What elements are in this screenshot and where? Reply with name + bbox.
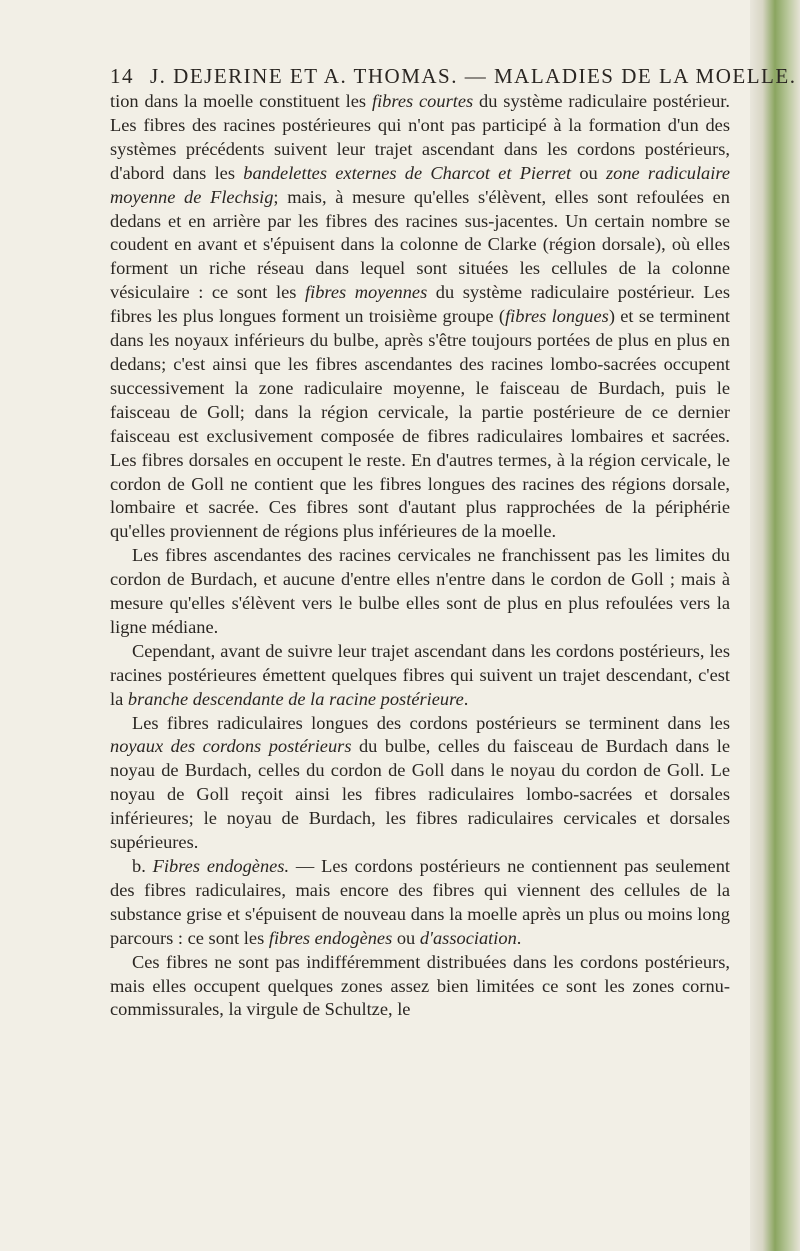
italic-term: Fibres endogènes. [152, 856, 290, 876]
paragraph [110, 855, 730, 951]
running-header [110, 64, 797, 89]
text-run: du système radiculaire postérieur. Les fibres les plus longues forment un troisième groupe ( [110, 282, 730, 327]
text-run: ou [571, 162, 606, 183]
italic-term: fibres endogènes [268, 927, 393, 948]
text-run: . [463, 688, 469, 709]
page-number: 14 [110, 64, 134, 88]
page-edge-shadow [750, 0, 800, 1251]
italic-term: fibres courtes [371, 91, 474, 111]
paragraph [110, 712, 730, 855]
paragraph [110, 951, 730, 1023]
text-run: Cependant, avant de suivre leur trajet ascendant dans les cordons postérieurs, les racines postérieures émettent quelques fibres qui suivent un trajet descendant, c'est la [110, 640, 730, 709]
italic-term: bandelettes externes de Charcot et Pierret [243, 162, 572, 183]
text-run: tion dans la moelle constituent les [110, 91, 372, 111]
text-run: b. [132, 856, 153, 876]
text-run: ou [392, 927, 420, 948]
text-run: Les fibres ascendantes des racines cervicales ne franchissent pas les limites du cordon de Burdach, et aucune d'entre elles n'entre dans le cordon de Goll ; mais à mesure qu'elles s'élèvent vers le bulbe elles sont de plus en plus refoulées vers la ligne médiane. [110, 545, 730, 637]
text-run: Les fibres radiculaires longues des cordons postérieurs se terminent dans les [132, 712, 730, 733]
body-text [110, 90, 730, 1022]
text-run: ) et se terminent dans les noyaux inférieurs du bulbe, après s'être toujours portées de plus en plus en dedans; c'est ainsi que les fibres ascendantes des racines lombo-sacrées occupent successivement la zone radiculaire moyenne, le faisceau de Burdach, puis le faisceau de Goll; dans la région cervicale, la partie postérieure de ce dernier faisceau est exclusivement composée de fibres radiculaires lombaires et sacrées. Les fibres dorsales en occupent le reste. En d'autres termes, à la région cervicale, le cordon de Goll ne contient que les fibres longues des racines des régions dorsale, lombaire et sacrée. Ces fibres sont d'autant plus rapprochées de la périphérie qu'elles proviennent de régions plus inférieures de la moelle. [110, 306, 730, 542]
text-run: du système radiculaire postérieur. Les fibres des racines postérieures qui n'ont pas participé à la formation d'un des systèmes précédents suivent leur trajet ascendant dans les cordons postérieurs, d'abord dans les [110, 91, 730, 183]
paragraph [110, 90, 730, 544]
italic-term: d'association [419, 927, 517, 948]
paragraph [110, 544, 730, 640]
text-run: ; mais, à mesure qu'elles s'élèvent, elles sont refoulées en dedans et en arrière par les fibres des racines sus-jacentes. Un certain nombre se coudent en avant et s'épuisent dans la colonne de Clarke (région dorsale), où elles forment un riche réseau dans lequel sont situées les cellules de la colonne vésiculaire : ce sont les [110, 186, 730, 303]
text-run: du bulbe, celles du faisceau de Burdach dans le noyau de Burdach, celles du cordon de Goll dans le noyau du cordon de Goll. Le noyau de Goll reçoit ainsi les fibres radiculaires lombo-sacrées et dorsales inférieures; le noyau de Burdach, les fibres radiculaires cervicales et dorsales supérieures. [110, 736, 731, 853]
italic-term: fibres longues [505, 306, 609, 327]
italic-term: branche descendante de la racine postérieure [127, 688, 464, 709]
running-title: J. DEJERINE ET A. THOMAS. — MALADIES DE LA MOELLE. [150, 64, 797, 88]
italic-term: zone radiculaire moyenne de Flechsig [110, 162, 730, 207]
italic-term: fibres moyennes [304, 282, 428, 303]
text-run: Ces fibres ne sont pas indifféremment distribuées dans les cordons postérieurs, mais elles occupent quelques zones assez bien limitées ce sont les zones cornu-commissurales, la virgule de Schultze, le [110, 951, 730, 1020]
italic-term: noyaux des cordons postérieurs [110, 736, 352, 757]
text-run: — Les cordons postérieurs ne contiennent pas seulement des fibres radiculaires, mais encore des fibres qui viennent des cellules de la substance grise et s'épuisent de nouveau dans la moelle après un plus ou moins long parcours : ce sont les [110, 856, 731, 948]
text-run: . [516, 927, 522, 948]
paragraph [110, 640, 730, 712]
